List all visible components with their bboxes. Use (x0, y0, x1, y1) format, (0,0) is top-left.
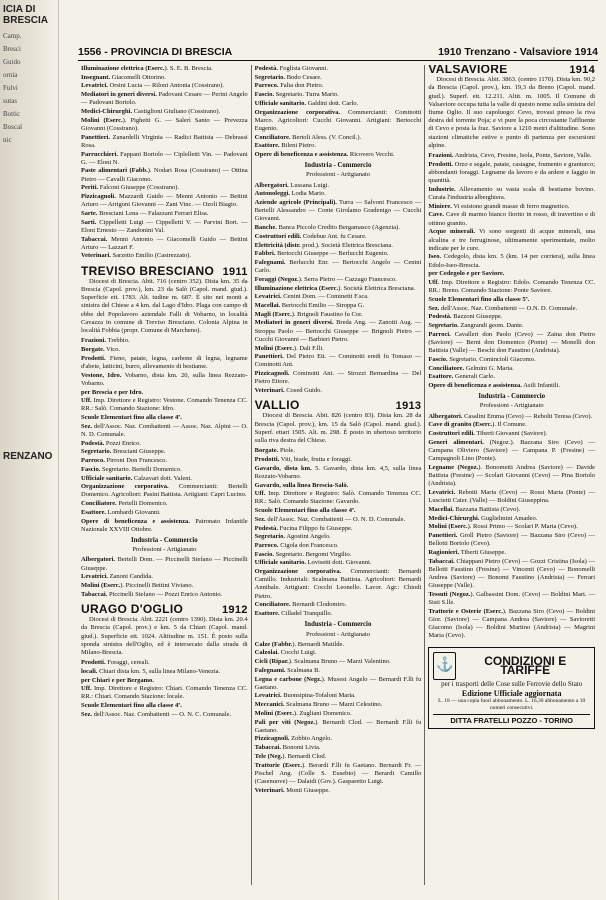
town-info-list (81, 337, 248, 439)
entry: Prodotti. Fieno, patate, legna, carbone di legna, legname d'abete, latticini, burro, allevamento di bestiame. (81, 354, 248, 370)
entry: Ufficiale sanitario. Galdini dott. Carlo. (254, 99, 359, 107)
entry: Parroco. Falta don Pietro. (254, 82, 324, 90)
entry: Macellai. Bertocchi Emilio — Stroppa G. (254, 301, 365, 309)
entry-list (428, 313, 595, 390)
entry: Pizzicagnoli. Mazzardi Guido — Menni Antonio — Bettini Arturo — Arrigoni Giovanni — Zani Vinc. — Ozoli Biagio. (81, 193, 248, 209)
section-subheading: Professioni - Artigianato (479, 402, 544, 410)
entry: Esattore. Bileni Pietro. (254, 142, 316, 150)
town-heading (254, 398, 422, 413)
entry: Albergatori. Casalini Emma (Cevo) — Rebolti Teresa (Cevo). (428, 412, 593, 420)
town-heading (428, 65, 595, 74)
column-1 (78, 65, 251, 885)
entry: Prodotti. Viti, biade, frutta e foraggi. (254, 455, 352, 463)
entry: Segretario. Agostini Angelo. (254, 533, 331, 541)
entry-list (81, 556, 248, 599)
section-heading: Industria - Commercio (478, 393, 546, 401)
entry: Legna e carbone (Negz.). Musest Angelo — Bernardi F.lli fu Gaetano. (254, 675, 422, 691)
entry: Esattore. Generali Carlo. (428, 373, 496, 381)
entry: Sarte. Bresciani Lena — Falazzani Ferrari Elisa. (81, 209, 209, 217)
entry: Vestone, Idro. Vobarno, dista km. 20, sulla linea Rezzato-Vobarno. (81, 371, 248, 387)
entry: Levatrici. Buonsipina-Tofaloni Maria. (254, 692, 356, 700)
binding-fragment: RENZANO (3, 451, 53, 462)
ad-price: L. 18 — una copia fuori abbonamento. L. 16,30 abbonamento a 10 numeri consecutivi. (438, 697, 586, 711)
entry: Paste alimentari (Fabb.). Nodari Rosa (Cossirano) — Ottina Pietro — Cavalli Giacomo. (81, 167, 248, 183)
entry: Uff. Imp. Direttore e Registro: Chiari. Comando Tenenza CC. RR.: Chiari. Comando Stazione: locale. (81, 685, 248, 701)
entry: Meccanici. Scalmana Bruno — Marzi Celestino. (254, 701, 383, 709)
entry: Panettieri. Groll Pietro (Saviore) — Bazzana Siro (Cevo) — Bellotti Bortolo (Cevo). (428, 531, 596, 548)
page-header (78, 36, 598, 61)
entry: Sez. dell'Assoc. Naz. Combattenti — O. N. D. Comunale. (254, 515, 406, 523)
entry: Iseo. Cedegolo, dista km. 5 (km. 14 per corriera), sulla linea Edolo-Iseo-Brescia. (428, 253, 596, 269)
entry: Tabaccai. Menni Antonio — Giacomelli Guido — Bettini Arturo — Lazzari F. (81, 235, 248, 251)
entry: Uff. Imp. Direttore e Registro: Vestone. Comando Tenenza CC. RR.: Salò. Comando Stazione: Idro. (81, 397, 248, 413)
entry: Frazioni. Trebbio. (81, 337, 130, 345)
entry: Cicli (Ripar.). Scalmana Bruno — Marzi Valentino. (254, 658, 391, 666)
entry: Esattore. Lombardi Giovanni. (81, 508, 161, 516)
town-info-list (428, 152, 595, 313)
section-heading: Industria - Commercio (304, 162, 372, 170)
entry: Scuole Elementari fino alla classe 4ª. (81, 414, 182, 422)
entry: Cave. Cave di marmo bianco fiorito in rosso, di travertino e di ottimo granito. (428, 211, 596, 227)
entry: Legname (Negoz.). Bonometti Andrea (Saviore) — Davide Battista (Fresine) — Scolari Giovanni (Cevo) — Pina Bortolo (Andrista). (428, 463, 596, 488)
entry: Prodotti. Foraggi, cereali. (81, 659, 150, 667)
entry: Macellai. Bazzana Battista (Cevo). (428, 505, 521, 513)
entry: Segretario. Bresciani Giuseppe. (81, 448, 166, 456)
entry: Podestà. Pozzi Enrico. (81, 439, 141, 447)
town-number: 1913 (395, 400, 422, 413)
section-subheading: Professioni - Artigianato (306, 630, 370, 638)
entry: Opere di beneficenza e assistenza. Patronato Infantile Nazionale XXVIII Ottobre. (81, 517, 248, 533)
entry: Fascio. Segretario. Cominciolì Giacomo. (428, 355, 536, 363)
binding-fragment: Boscal (3, 123, 23, 131)
entry: Conciliatore. Pertelli Domenico. (81, 500, 168, 508)
entry: Podestà. Foglista Giovanni. (254, 65, 328, 72)
entry: Molini (Eserc.). Rossi Primo — Scolari P. Maria (Cevo). (428, 523, 578, 531)
entry: Pizzicagnoli. Zobbio Angelo. (254, 735, 332, 743)
ad-header-row (433, 652, 590, 680)
entry: per Cedegolo e per Saviore. (428, 270, 505, 278)
entry: Medici-Chirurghi. Castiglioni Giuliano (Cossirano). (81, 108, 221, 116)
entry: Periti. Falconi Giuseppe (Cossirano). (81, 184, 180, 192)
entry: Fascio. Segretario. Bertelli Domenico. (81, 465, 182, 473)
binding-fragment: ICIA DI BRESCIA (3, 4, 49, 26)
entry: Prodotti. Orzo e segale, patate, castagne, frumento e granturco; abbondanti foraggi. Legname da lavoro e da ardere e faggio in quantità. (428, 160, 596, 185)
entry: Panettieri. Del Pietro Ett. — Cominotti eredi fu Tomaso — Cominotti Ant. (254, 353, 422, 369)
entry-list (255, 182, 422, 396)
binding-fragment: ornia (3, 71, 18, 79)
entry: Trattorie (Eserc.). Berardi F.lli fu Gaetano. Bernardi Fr. — Pischel Ang. (Colle S. Eusebio) — Berardi Camillo (Casenuove) — Dalaidi (Gov.). Gasparetto Luigi. (254, 761, 422, 785)
entry: Tabaccai. Chiappani Pietro (Cevo) — Gozzi Cristina (Isola) — Bellotti Faustino (Fresine) — Vincenti (Cevo) — Bonomelli Andrea (Saviore) — Bonomi Faustino (Andrista) — Ferrari Giuseppe (Valle). (428, 557, 596, 590)
ad-edition: Edizione Ufficiale aggiornata (461, 688, 562, 698)
entry: Podestà. Fucina Filippo fu Giuseppe. (254, 524, 353, 532)
binding-fragment: Guido (3, 58, 21, 66)
entry: Pali per viti (Negoz.). Bernardi Clod. — Bernardi F.lli fu Gaetano. (254, 718, 422, 734)
entry-list (81, 440, 248, 534)
column-3 (424, 65, 598, 885)
entry: Parroci. Cavalleri don Paolo (Cevo) — Zaina don Pietro (Saviore) — Berni don Domenico (Ponte) — Monelli don Battista (Valle) — Beschi don Faustino (Andrista). (428, 330, 596, 355)
entry: Fabbri. Bertocchi Giuseppe — Berlucchi Eugenio. (254, 250, 389, 258)
entry: Scuole Elementari fino alla classe 4ª. (254, 507, 356, 515)
town-number: 1911 (222, 265, 248, 278)
entry: Organizzazione corporativa. Commercianti: Bernardi Camillo. Industriali: Scalmana Battista. Agricoltori: Bernardi Annibale. Artigiani: Cocchi Leonello. Lavor. Agr.: Chiodi Pietro. (254, 568, 422, 600)
entry-list (255, 525, 422, 619)
entry: Molini (Eserc.). Zugliani Domenico. (254, 709, 352, 717)
entry: Opere di beneficenza e assistenza. Ricovero Vecchi. (254, 151, 395, 159)
entry: Medici-Chirurghi. Guglielmini Amadeo. (428, 514, 538, 522)
entry: Uff. Imp. Direttore e Registro: Edolo. Comando Tenenza CC. RR.: Breno. Comando Stazione: Ponte Saviore. (428, 279, 596, 295)
entry: Tabaccai. Piccinelli Stefano — Pozzi Enrico Antonio. (81, 590, 223, 598)
anchor-logo-icon: ⚓ (433, 652, 456, 680)
town-info-list (81, 659, 248, 719)
entry-list (255, 65, 422, 159)
entry: Autonoleggi. Lodia Mario. (254, 190, 326, 198)
ad-subtitle: per i trasporti delle Cose sulle Ferrovie dello Stato (441, 679, 583, 688)
entry: Conciliatore. Bertoli Aless. (V. Concil.). (254, 133, 362, 141)
entry: Magli (Eserc.). Brignoli Faustino fu Cor. (254, 310, 363, 318)
entry: Ufficiale sanitario. Calzavari dott. Valent. (81, 474, 192, 482)
entry: Aziende agricole (Principali). Turra — Salvoni Francesco — Bertelli Alessandro — Conte Girolamo Gradenigo — Cucchi Giovanni. (254, 199, 422, 223)
entry: Miniere. Vi esistono grandi masse di ferro magnetico. (428, 202, 570, 210)
town-name: URAGO D'OGLIO (81, 601, 184, 616)
entry: per Brescia e per Idro. (81, 388, 144, 396)
columns (78, 65, 598, 885)
entry: Organizzazione corporativa. Commercianti: Bertelli Domenico. Agricoltori: Pasini Battista. Artigiani: Capri Lucino. (81, 483, 248, 499)
entry: Levatrici. Zanoni Candida. (81, 573, 153, 581)
entry: Mediatori in generi diversi. Breda Ang. — Zanotti Aug. — Stroppa Paolo — Bertocchi Giuseppe — Brignoli Pietro — Cucchi Giovanni — Barbieri Pietro. (254, 319, 422, 343)
entry: Trattorie e Osterie (Eserc.). Bazzana Siro (Cevo) — Boldini Gior. (Saviore) — Campana Andrea (Saviore) — Savioretti Giacomo (Isola) — Boldini Martino (Andrista) — Magrini Maria (Cevo). (428, 607, 596, 640)
entry: Albergatori. Lussana Luigi. (254, 181, 330, 189)
entry: Conciliatore. Gelmini G. Maria. (428, 364, 514, 372)
entry: Borgate. Vico. (81, 346, 121, 353)
entry: Tabaccai. Bonomi Livia. (254, 744, 321, 752)
entry: Sez. dell'Assoc. Naz. Combattenti — Assoc. Naz. Alpini — O. N. D. Comunale. (81, 422, 248, 439)
advertisement-box (428, 647, 595, 729)
entry: Calzolai. Cocchi Luigi. (254, 649, 317, 657)
entry: Elettricità (distr. prod.). Società Elettrica Bresciana. (254, 241, 393, 249)
entry: Gavardo, sulla linea Brescia-Salò. (254, 481, 349, 489)
entry: Molini (Eserc.). Piccinelli Bettini Viviano. (81, 581, 194, 589)
binding-fragment: Camp. (3, 32, 22, 40)
entry: Podestà. Bazzoni Giuseppe. (428, 313, 503, 321)
town-name: VALLIO (254, 398, 300, 413)
ad-title: CONDIZIONI E TARIFFE (484, 654, 567, 677)
entry-list (255, 641, 422, 795)
binding-fragment: Fulvi (3, 84, 18, 92)
binding-fragment: nic (3, 136, 12, 144)
entry: Veterinari. Monti Giuseppe. (254, 786, 330, 794)
entry: Foraggi (Negoz.). Serra Pietro — Cazzago Francesco. (254, 275, 397, 283)
entry: Costruttori edili. Codebue Ant. fu Cesare. (254, 232, 367, 240)
town-number: 1912 (222, 603, 248, 616)
entry: Ragionieri. Tiberti Giuseppe. (428, 548, 506, 556)
town-description: Diocesi di Brescia. Abit. 716 (centro 352). Dista km. 35 da Brescia (Capol. prov.), km. 23 da Salò (Capol. mand. giud.). Superficie ett. 1783. Alt. tudine m. 687. È sito nei monti a sinistra del Chiese a 4 km. dal Lago d'Idro. Plaga con campo di ebbe del Popolavoro aziendale Falli di Vobarno, in località Cavazza in comune di Treviso Bresciano. Colonia Alpina in località Fobbia (propr. Comune di Marcheno). (81, 277, 248, 335)
entry: Borgate. Piole. (254, 447, 295, 455)
entry: Falegnami. Berlucchi Enr. — Bertocchi Angelo — Cenini Carlo. (254, 258, 422, 275)
section-subheading: Professioni - Artigianato (306, 171, 370, 179)
entry: Segretario. Bodo Cesare. (254, 73, 322, 81)
entry: Industrie. Allevamento su vasta scala di bestiame bovino. Curata l'industria alberghiera. (428, 185, 596, 202)
header-left: 1556 - PROVINCIA DI BRESCIA (78, 46, 233, 58)
section-heading: Industria - Commercio (130, 536, 198, 544)
entry: Cave di granito (Eserc.). Il Comune. (428, 421, 527, 429)
entry: Sez. dell'Assoc. Naz. Combattenti — O.N. D. Comunale. (428, 304, 578, 312)
entry: Uff. Imp. Direttore e Registro: Salò. Comando Tenenza CC. RR.: Salò. Comando Stazione: Gavardo. (254, 490, 422, 506)
entry: Scuole Elementari fino alla classe 5ª. (428, 295, 530, 303)
town-heading (81, 601, 248, 616)
town-name: VALSAVIORE (428, 65, 508, 76)
entry: Banche. Banca Piccolo Credito Bergamasco (Agenzia). (254, 224, 400, 232)
entry: Gavardo, dista km. 5. Gavardo, dista km. 4,5, sulla linea Rezzato-Vobarno. (254, 464, 422, 480)
entry: Veterinari. Sarzetto Emilio (Castrezzato). (81, 252, 192, 260)
entry: locali. Chiari dista km. 5, sulla linea Milano-Venezia. (81, 667, 221, 675)
entry: Insegnant. Giacomelli Ottorino. (81, 73, 166, 81)
entry: Organizzazione corporativa. Commercianti: Cominotti Marco. Agricoltori: Cucchi Giovanni. Artigiani: Bertocchi Eugenio. (254, 108, 422, 132)
entry: Levatrici. Orsini Lucia — Riloni Antonia (Cossirano). (81, 82, 224, 90)
entry: Illuminazione elettrica (Eserc.). S. E. B. Brescia. (81, 65, 213, 72)
entry: Tele (Neg.). Bernardi Clod. (254, 752, 327, 760)
town-heading (81, 263, 248, 278)
entry: Opere di beneficenza e assistenza. Asili Infantili. (428, 382, 561, 390)
binding-fragment: Bottic (3, 110, 21, 118)
binding-fragment: sutas (3, 97, 17, 105)
book-binding-margin (0, 0, 59, 900)
entry: Fascio. Segretario. Bergomi Virgilio. (254, 550, 352, 558)
section-subheading: Professioni - Artigianato (132, 546, 197, 554)
entry: Ufficiale sanitario. Lovisetti dott. Giovanni. (254, 559, 372, 567)
entry: Conciliatore. Bernardi Clodomiro. (254, 601, 347, 609)
town-description: Diocesi di Brescia. Abit. 2221 (centro 1390). Dista km. 20.4 da Brescia (Capol. prov.) e km. 5 da Chiari (Capol. mand. giud.). Superficie ett. 1024. Altitudine m. 151. È posto sulla sponda sinistra dell'Oglio, ed è intersecato dalla strada di Milano-Brescia. (81, 616, 248, 656)
entry: Fascio. Segretario. Turra Mario. (254, 91, 339, 99)
town-name: TREVISO BRESCIANO (81, 263, 215, 278)
entry: Segretario. Zangrandi geom. Dante. (428, 322, 524, 330)
entry: Molini (Eserc.). Pighetti G. — Salerì Santo — Prevezza Giovanni (Cossirano). (81, 116, 248, 132)
entry: Panettieri. Zanardelli Virginia — Radici Battista — Debrassi Rosa. (81, 133, 248, 149)
entry: Molini (Eserc.). Dali F.lli. (254, 344, 324, 352)
town-description: Diocesi di Brescia. Abit. 3863. (centro 1170). Dista km. 90,2 da Brescia (Capol. prov.), km. 19,3 da Breno (Capol. mand. giud.). Superf. ett. 12.211. Altit. m. 1005. Il Comune di Valsaviore occupa tutta la valle di questo nome sulla sinistra del fiume Oglio. Il suo capoluogo: Cevo, trovasi presso la riva destra del torrente Poja; e vi pure la poca circostante l'affluente di Cevo e posta la fraz. Saviore a 1210 metri d'altitudine. Sono stazioni climatiche estive e punto di partenza per escursioni alpine. (428, 76, 596, 149)
entry: Albergatori. Bertelli Dom. — Piccinelli Stefano — Piccinelli Giuseppe. (81, 556, 248, 572)
entry: Mediatori in generi diversi. Padovani Cesare — Perini Angelo — Padovani Bortolo. (81, 91, 248, 107)
entry: Falegnami. Scalmana B. (254, 666, 321, 674)
column-2 (251, 65, 425, 885)
entry: Parroco. Pirroni Don Francesco. (81, 457, 167, 465)
entry: Costruttori edili. Tiberti Giovanni (Saviore). (428, 430, 548, 438)
directory-page (78, 36, 598, 886)
section-heading: Industria - Commercio (304, 621, 372, 629)
town-number: 1914 (569, 65, 596, 76)
entry: Sarti. Cippelletti Luigi — Cippelletti V. — Parvini Bort. — Eloni Ernesto — Zandonini Val. (81, 218, 248, 234)
town-description: Diocesi di Brescia. Abit. 826 (centro 83). Dista km. 28 da Brescia (Capol. prov.), km. 15 da Salò (Capol. mand. giud.). Superf. ettari 1505. Alt. m. 298. È posto in ubertoso territorio sulla riva destra del Chiese. (254, 412, 422, 445)
ad-publisher: DITTA FRATELLI POZZO - TORINO (433, 714, 590, 725)
entry: Pizzicagnoli. Cominotti Ant. — Strozzi Bernardina — Del Pietro Ettore. (254, 370, 422, 386)
entry-list (428, 413, 595, 641)
entry: Illuminazione elettrica (Eserc.). Società Elettrica Bresciana. (254, 284, 416, 292)
entry: Parrucchieri. Fappani Bortolo — Ciplelletti Vin. — Padovani G. — Eloni N. (81, 150, 248, 166)
entry: Levatrici. Rebotti Maria (Cevo) — Rossi Marta (Ponte) — Luscietti Cater. (Valle) — Boldini Giuseppina. (428, 488, 596, 505)
entry: Parroco. Cigola don Francesco. (254, 541, 339, 549)
entry: Esattore. Cilladel Tranquillo. (254, 610, 333, 618)
entry-list (81, 65, 248, 261)
header-right: 1910 Trenzano - Valsaviore 1914 (438, 46, 598, 58)
entry: Veterinari. Cosed Guido. (254, 387, 322, 395)
binding-fragment: Bresci (3, 45, 21, 53)
entry: Generi alimentari. (Negoz.). Bazzana Siro (Cevo) — Campana Oliviero (Saviore) — Campana P. (Fresine) — Campagnoli Lino (Ponte). (428, 438, 596, 463)
entry: Sez. dell'Assoc. Naz. Combattenti — O. N. C. Comunale. (81, 710, 232, 718)
town-info-list (255, 447, 422, 524)
entry: Levatrici. Cenini Dom. — Cominetti F.sca. (254, 293, 369, 301)
entry: Acque minerali. Vi sono sorgenti di acque minerali, una alcalina e tre ferruginose, ultimamente sperimentate, molto indicate per le cure. (428, 228, 596, 252)
entry: Calze (Fabbr.). Bernardi Matilde. (254, 640, 344, 648)
entry: Tessuti (Negoz.). Galbassini Dom. (Cevo) — Boldini Mart. — Sisti S.lle. (428, 590, 596, 607)
entry: Frazioni. Andrista, Cevo, Fresine, Isola, Ponte, Saviore, Valle. (428, 152, 592, 160)
entry: per Chiari e per Bergamo. (81, 676, 154, 684)
entry: Scuole Elementari fino alla classe 4ª. (81, 702, 182, 710)
